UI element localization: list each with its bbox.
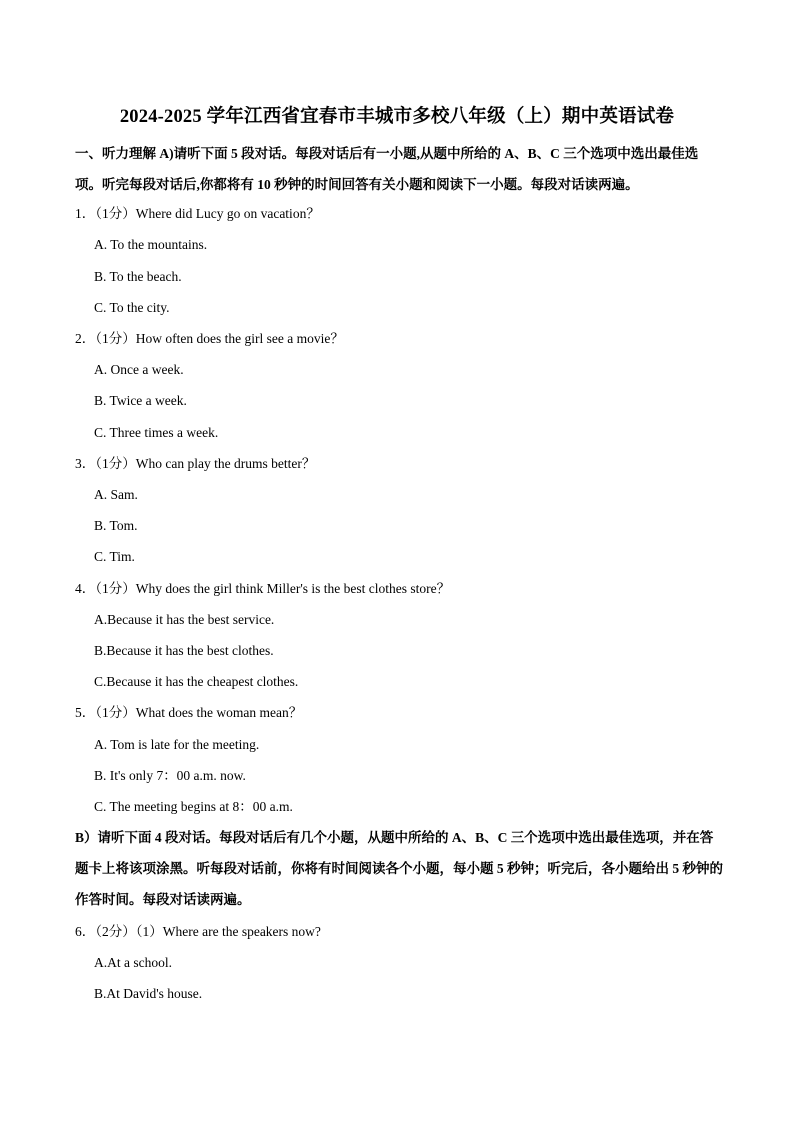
question-5-option-c: C. The meeting begins at 8：00 a.m. (94, 799, 293, 814)
question-1-option-b: B. To the beach. (94, 269, 182, 284)
question-4-option-c: C.Because it has the cheapest clothes. (94, 674, 299, 689)
question-4-stem: 4．（1分）Why does the girl think Miller's is the best clothes store？ (75, 581, 451, 596)
question-3-option-a: A. Sam. (94, 487, 138, 502)
question-2-stem: 2．（1分）How often does the girl see a movie？ (75, 331, 344, 346)
question-5-stem: 5．（1分）What does the woman mean？ (75, 705, 303, 720)
question-2-option-a: A. Once a week. (94, 362, 184, 377)
question-3-option-c: C. Tim. (94, 549, 135, 564)
question-5-option-b: B. It's only 7：00 a.m. now. (94, 768, 246, 783)
question-2-option-c: C. Three times a week. (94, 425, 219, 440)
question-1-option-a: A. To the mountains. (94, 237, 208, 252)
question-4-option-b: B.Because it has the best clothes. (94, 643, 274, 658)
question-1-option-c: C. To the city. (94, 300, 170, 315)
question-3-stem: 3．（1分）Who can play the drums better？ (75, 456, 316, 471)
section-b-instructions: B）请听下面 4 段对话。每段对话后有几个小题，从题中所给的 A、B、C 三个选项中选出最佳选项，并在答题卡上将该项涂黑。听每段对话前，你将有时间阅读各个小题，每小题 5 秒钟；听完后，各小题给出 5 秒钟的作答时间。每段对话读两遍。 (75, 830, 723, 907)
question-6-option-b: B.At David's house. (94, 986, 203, 1001)
section-a-instructions: 一、听力理解 A)请听下面 5 段对话。每段对话后有一小题,从题中所给的 A、B、C 三个选项中选出最佳选项。听完每段对话后,你都将有 10 秒钟的时间回答有关小题和阅读下一小题。每段对话读两遍。 (75, 146, 699, 192)
question-6-stem: 6．（2分）（1）Where are the speakers now? (75, 924, 321, 939)
question-1-stem: 1．（1分）Where did Lucy go on vacation？ (75, 206, 320, 221)
question-6-option-a: A.At a school. (94, 955, 172, 970)
question-3-option-b: B. Tom. (94, 518, 138, 533)
question-4-option-a: A.Because it has the best service. (94, 612, 275, 627)
question-2-option-b: B. Twice a week. (94, 393, 187, 408)
question-5-option-a: A. Tom is late for the meeting. (94, 737, 260, 752)
exam-title: 2024-2025 学年江西省宜春市丰城市多校八年级（上）期中英语试卷 (119, 107, 675, 127)
